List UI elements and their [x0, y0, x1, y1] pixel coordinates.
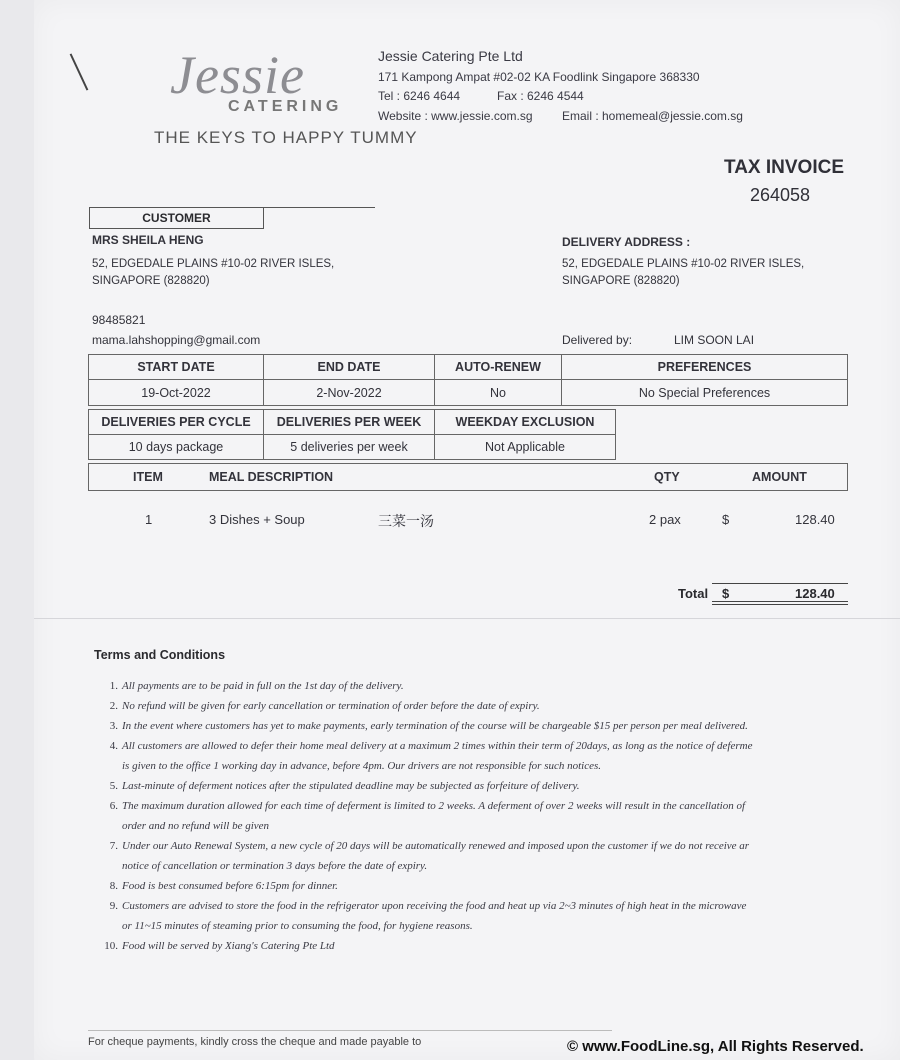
item-description-chinese: 三菜一汤: [378, 513, 434, 529]
cycle-header-exclusion: WEEKDAY EXCLUSION: [435, 410, 616, 435]
company-tel: Tel : 6246 4644: [378, 89, 461, 103]
term-item: 6. The maximum duration allowed for each time of deferment is limited to 2 weeks. A deferment of over 2 weeks will result in the cancellation of: [109, 800, 746, 812]
invoice-title: TAX INVOICE: [724, 157, 844, 178]
term-item: 8. Food is best consumed before 6:15pm for dinner.: [109, 880, 338, 892]
company-name: Jessie Catering Pte Ltd: [378, 48, 523, 64]
customer-address-line1: 52, EDGEDALE PLAINS #10-02 RIVER ISLES,: [92, 258, 335, 270]
invoice-number: 264058: [750, 185, 811, 205]
schedule-header-preferences: PREFERENCES: [562, 355, 848, 380]
cycle-per-cycle: 10 days package: [89, 435, 264, 460]
cycle-per-week: 5 deliveries per week: [264, 435, 435, 460]
schedule-header-start: START DATE: [89, 355, 264, 380]
items-header-description: MEAL DESCRIPTION: [209, 470, 334, 484]
customer-phone: 98485821: [92, 313, 146, 327]
cycle-header-per-cycle: DELIVERIES PER CYCLE: [89, 410, 264, 435]
company-address: 171 Kampong Ampat #02-02 KA Foodlink Singapore 368330: [378, 70, 700, 84]
delivered-by-name: LIM SOON LAI: [674, 333, 755, 347]
company-website: Website : www.jessie.com.sg: [378, 109, 533, 123]
customer-email: mama.lahshopping@gmail.com: [92, 333, 261, 347]
total-amount: 128.40: [795, 586, 835, 601]
term-item-continued: or 11~15 minutes of steaming prior to consuming the food, for hygiene reasons.: [122, 920, 473, 932]
schedule-header-autorenew: AUTO-RENEW: [435, 355, 562, 380]
total-rule-double: [712, 604, 848, 605]
item-description: 3 Dishes + Soup: [209, 512, 305, 527]
company-fax: Fax : 6246 4544: [497, 89, 584, 103]
cycle-header-per-week: DELIVERIES PER WEEK: [264, 410, 435, 435]
term-item: 10. Food will be served by Xiang's Catering Pte Ltd: [104, 940, 335, 952]
schedule-end-date: 2-Nov-2022: [264, 380, 435, 406]
items-header-amount: AMOUNT: [752, 470, 807, 484]
customer-header-rule: [263, 207, 375, 208]
total-rule-bottom: [712, 601, 848, 602]
schedule-autorenew: No: [435, 380, 562, 406]
term-item: 3. In the event where customers has yet to make payments, early termination of the course will be chargeable $15 per person per meal delivered.: [109, 720, 748, 732]
term-item-continued: is given to the office 1 working day in advance, before 4pm. Our drivers are not responsible for such notices.: [122, 760, 602, 772]
items-header: [88, 463, 848, 491]
logo-subtitle: CATERING: [228, 98, 343, 115]
customer-address-line2: SINGAPORE (828820): [92, 275, 210, 287]
items-header-item: ITEM: [133, 470, 163, 484]
cycle-exclusion: Not Applicable: [435, 435, 616, 460]
customer-header: CUSTOMER: [89, 207, 264, 229]
total-currency: $: [722, 586, 730, 601]
copyright-watermark: © www.FoodLine.sg, All Rights Reserved.: [567, 1038, 864, 1055]
logo-tagline: THE KEYS TO HAPPY TUMMY: [154, 128, 418, 147]
cheque-instructions: For cheque payments, kindly cross the cheque and made payable to: [88, 1036, 422, 1048]
term-item: 2. No refund will be given for early cancellation or termination of order before the date of expiry.: [109, 700, 540, 712]
terms-list: [100, 676, 850, 956]
term-item: 9. Customers are advised to store the food in the refrigerator upon receiving the food and heat up via 2~3 minutes of high heat in the microwave: [109, 900, 747, 912]
logo-wordmark: Jessie: [170, 45, 305, 105]
item-qty: 2 pax: [649, 512, 681, 527]
items-header-qty: QTY: [654, 470, 680, 484]
term-item: 1. All payments are to be paid in full on the 1st day of the delivery.: [109, 680, 404, 692]
term-item: 7. Under our Auto Renewal System, a new cycle of 20 days will be automatically renewed and imposed upon the customer if we do not receive ar: [109, 840, 750, 852]
total-label: Total: [678, 586, 709, 601]
cycle-table: [88, 409, 616, 460]
delivery-address-line2: SINGAPORE (828820): [562, 275, 680, 287]
terms-title: Terms and Conditions: [94, 648, 226, 662]
company-email: Email : homemeal@jessie.com.sg: [562, 109, 743, 123]
item-number: 1: [145, 512, 153, 527]
schedule-preferences: No Special Preferences: [562, 380, 848, 406]
item-currency: $: [722, 512, 730, 527]
item-amount: 128.40: [795, 512, 835, 527]
term-item-continued: notice of cancellation or termination 3 days before the date of expiry.: [122, 860, 428, 872]
term-item-continued: order and no refund will be given: [122, 820, 270, 832]
delivery-header: DELIVERY ADDRESS :: [562, 235, 691, 249]
footer-rule: [88, 1030, 612, 1031]
delivery-address-line1: 52, EDGEDALE PLAINS #10-02 RIVER ISLES,: [562, 258, 805, 270]
paper-fold: [34, 618, 900, 619]
schedule-table: [88, 354, 848, 406]
customer-name: MRS SHEILA HENG: [92, 233, 204, 247]
delivered-by-label: Delivered by:: [562, 333, 633, 347]
schedule-header-end: END DATE: [264, 355, 435, 380]
term-item: 5. Last-minute of deferment notices after the stipulated deadline may be subjected as forfeiture of delivery.: [109, 780, 580, 792]
total-rule-top: [712, 583, 848, 584]
term-item: 4. All customers are allowed to defer their home meal delivery at a maximum 2 times within their term of 20days, as long as the notice of deferme: [109, 740, 753, 752]
schedule-start-date: 19-Oct-2022: [89, 380, 264, 406]
